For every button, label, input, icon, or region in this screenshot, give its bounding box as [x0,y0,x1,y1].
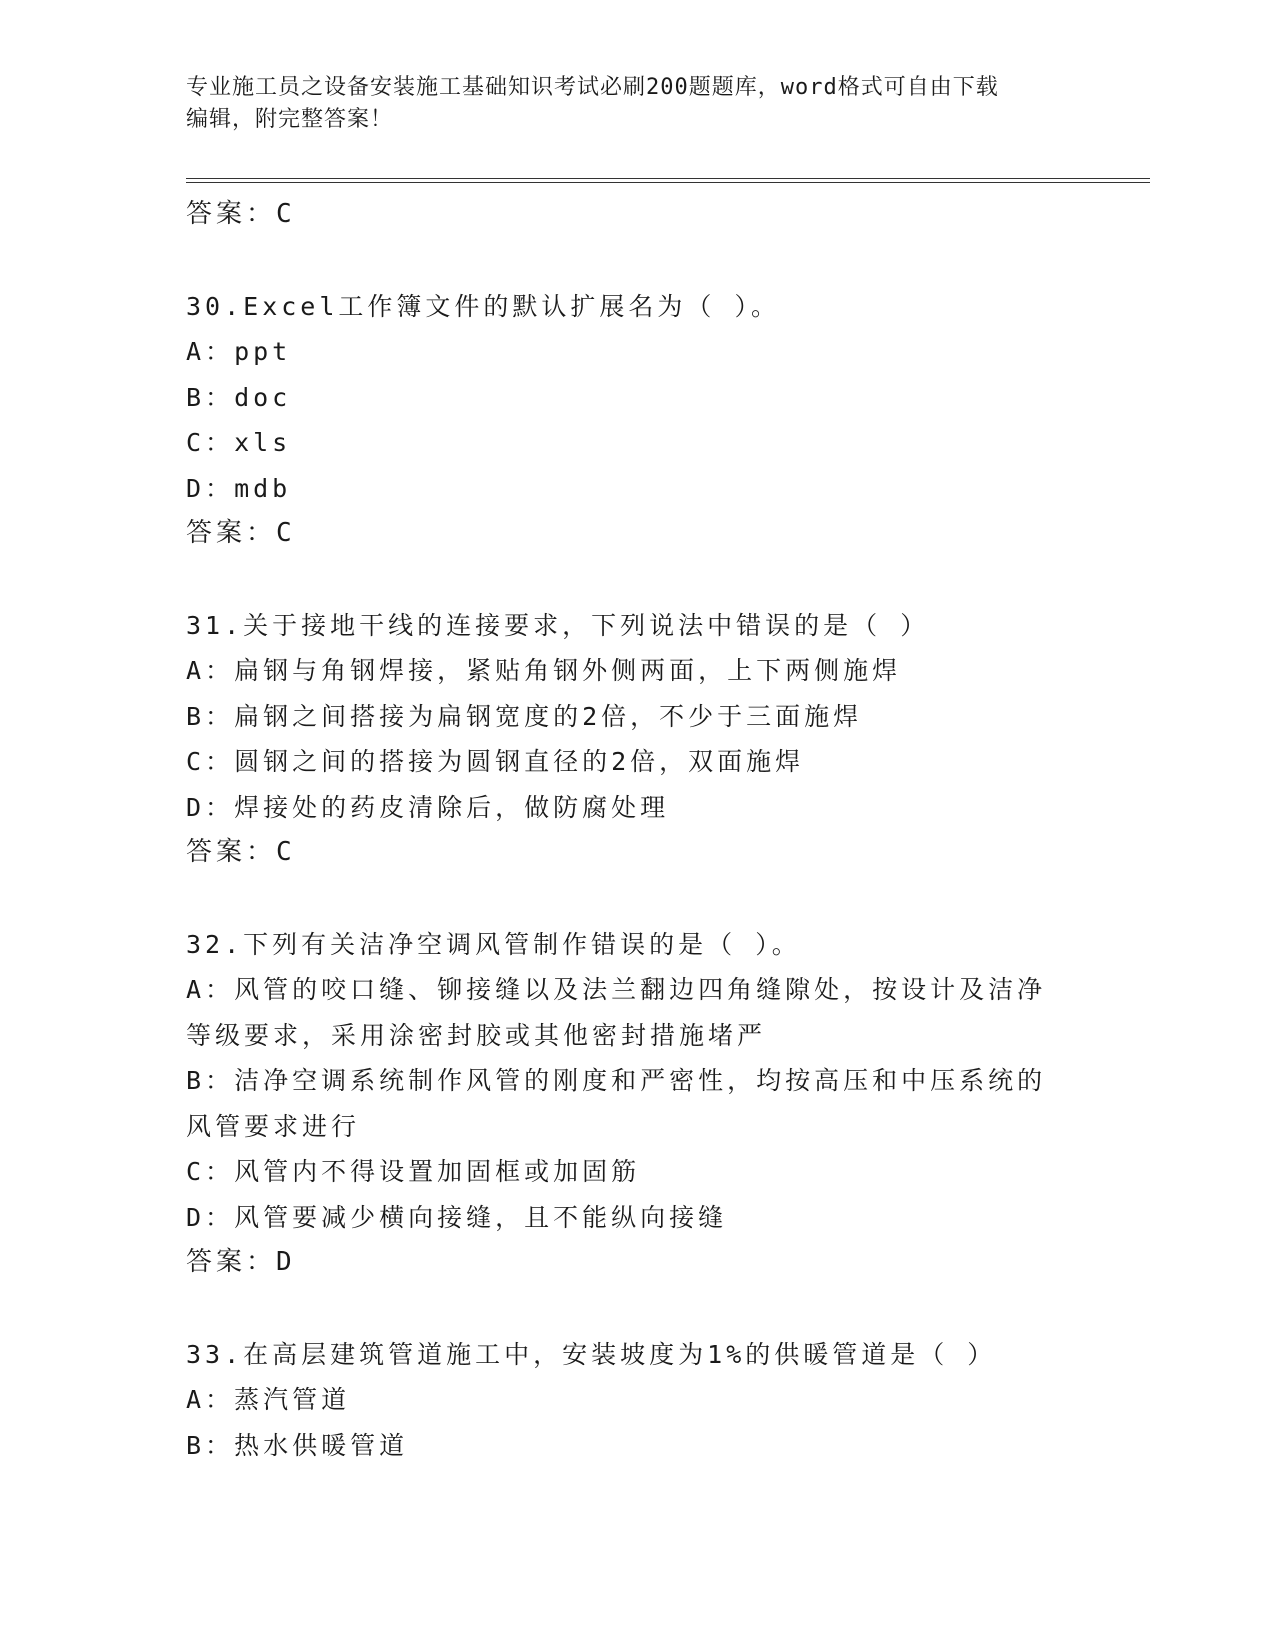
option-c [186,739,1066,785]
option-text: 风管的咬口缝、铆接缝以及法兰翻边四角缝隙处，按设计及洁净等级要求，采用涂密封胶或其他密封措施堵严 [186,975,1047,1050]
option-d [186,1195,1066,1241]
option-key: A： [186,656,235,685]
document-header [186,72,1066,136]
question-block [186,1332,1066,1469]
spacer [186,876,1066,922]
option-c [186,420,1066,466]
option-text: 蒸汽管道 [234,1385,351,1414]
question-stem: 31.关于接地干线的连接要求，下列说法中错误的是（ ） [186,610,930,640]
header-title-line-1: 专业施工员之设备安装施工基础知识考试必刷200题题库，word格式可自由下载 [186,75,999,100]
option-a [186,329,1066,375]
option-key: C： [186,747,235,776]
question-stem: 33.在高层建筑管道施工中，安装坡度为1%的供暖管道是（ ） [186,1339,997,1369]
option-b [186,1423,1066,1469]
option-key: B： [186,1066,235,1095]
option-text: 扁钢之间搭接为扁钢宽度的2倍，不少于三面施焊 [234,701,863,731]
option-key: B： [186,382,235,412]
spacer [186,557,1066,603]
option-key: B： [186,701,235,731]
option-text: 圆钢之间的搭接为圆钢直径的2倍，双面施焊 [234,747,805,776]
option-text: 风管内不得设置加固框或加固筋 [234,1157,641,1186]
option-d [186,466,1066,512]
option-text: 焊接处的药皮清除后，做防腐处理 [234,792,670,822]
option-key: A： [186,1385,235,1414]
option-text: ppt [234,337,292,366]
answer-line: 答案：D [186,1247,296,1277]
option-key: D： [186,792,235,822]
option-text: xls [234,428,292,457]
option-b [186,1058,1066,1149]
option-key: A： [186,337,235,366]
option-key: B： [186,1430,235,1460]
answer-line: 答案：C [186,518,296,548]
header-divider [186,178,1150,183]
option-text: 热水供暖管道 [234,1430,409,1460]
question-list [186,192,1066,1468]
option-d [186,785,1066,831]
option-text: mdb [234,473,292,503]
spacer [186,1286,1066,1332]
question-block [186,603,1066,876]
answer-line: 答案：C [186,199,296,229]
option-text: 风管要减少横向接缝，且不能纵向接缝 [234,1202,728,1232]
question-block [186,284,1066,557]
option-key: C： [186,1157,235,1186]
header-title-line-2: 编辑，附完整答案！ [186,107,394,132]
option-key: A： [186,975,235,1004]
option-a [186,648,1066,694]
option-b [186,375,1066,421]
spacer [186,238,1066,284]
option-key: D： [186,1202,235,1232]
option-key: D： [186,473,235,503]
option-text: doc [234,382,292,412]
option-a [186,1377,1066,1423]
question-block [186,922,1066,1286]
option-b [186,694,1066,740]
option-a [186,967,1066,1058]
option-text: 扁钢与角钢焊接，紧贴角钢外侧两面，上下两侧施焊 [234,656,902,685]
option-text: 洁净空调系统制作风管的刚度和严密性，均按高压和中压系统的风管要求进行 [186,1066,1047,1141]
question-stem: 30.Excel工作簿文件的默认扩展名为（ ）。 [186,291,780,321]
question-stem: 32.下列有关洁净空调风管制作错误的是（ ）。 [186,929,801,959]
answer-line: 答案：C [186,837,296,867]
option-key: C： [186,428,235,457]
option-c [186,1149,1066,1195]
